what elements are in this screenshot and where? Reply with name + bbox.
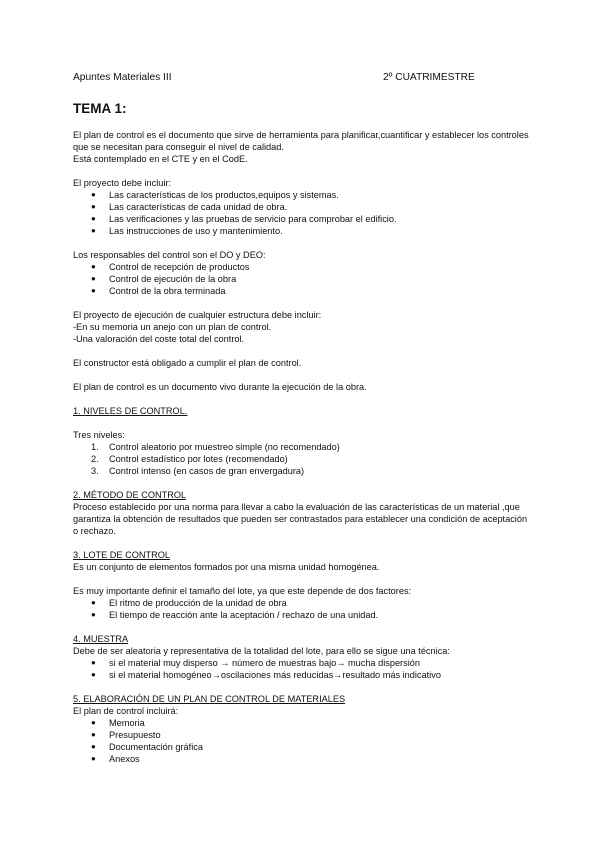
bullet-icon: ● xyxy=(91,742,96,751)
header-left: Apuntes Materiales III xyxy=(73,72,172,83)
elaboracion-heading: El plan de control incluirá: xyxy=(73,706,179,716)
document-page: Apuntes Materiales III 2º CUATRIMESTRE TEMA 1: El plan de control es el documento que sirve de herramienta para planificar,cuantificar y establecer los controles que se necesitan para conseguir el nivel de calidad. Está contemplado en el CTE y en el CodE. El proyecto debe incluir: ● Las características de los productos,equipos y sistemas. ● Las características de cada unidad de obra. ● Las verificaciones y las pruebas de servicio para comprobar el edificio. ● Las instrucciones de uso y mantenimiento. Los responsables del control son el DO y DEO: ● Control de recepción de productos ● Control de ejecución de la obra ● Control de la obra terminada El proyecto de ejecución de cualquier estructura debe incluir: -En su memoria un anejo con un plan de control. -Una valoración del coste total del control. El constructor está obligado a cumplir el plan de control. El plan de control es un documento vivo durante la ejecución de la obra. 1. NIVELES DE CONTROL. Tres niveles: 1. Control aleatorio por muestreo simple (no recomendado) 2. Control estadístico por lotes (recomendado) 3. Control intenso (en casos de gran envergadura) 2. MÉTODO DE CONTROL Proceso establecido por una norma para llevar a cabo la evaluación de las características de un material ,que garantiza la obtención de resultados que pueden ser contrastados para establecer una condición de aceptación o rechazo. 3. LOTE DE CONTROL Es un conjunto de elementos formados por una misma unidad homogénea. Es muy importante definir el tamaño del lote, ya que este depende de dos factores: ● El ritmo de producción de la unidad de obra ● El tiempo de reacción ante la aceptación / rechazo de una unidad. 4. MUESTRA Debe de ser aleatoria y representativa de la totalidad del lote, para ello se sigue una técnica: ● si el material muy disperso → número de muestras bajo→ mucha dispersión ● si el material homogéneo→oscilaciones más reducidas→resultado más indicativo 5. ELABORACIÓN DE UN PLAN DE CONTROL DE MATERIALES El plan de control incluirá: ● Memoria ● Presupuesto ● Documentación gráfica ● Anexos xyxy=(73,72,529,764)
ejecucion-line: -En su memoria un anejo con un plan de control. xyxy=(73,322,272,332)
bullet-icon: ● xyxy=(91,190,96,199)
bullet-icon: ● xyxy=(91,670,96,679)
section-title: 1. NIVELES DE CONTROL. xyxy=(73,406,188,416)
niveles-heading: Tres niveles: xyxy=(73,430,125,440)
muestra-line: Debe de ser aleatoria y representativa de la totalidad del lote, para ello se sigue una técnica: xyxy=(73,646,450,656)
intro-line: El plan de control es el documento que sirve de herramienta para planificar,cuantificar y establecer los controles xyxy=(73,130,529,140)
ejecucion-line: -Una valoración del coste total del control. xyxy=(73,334,245,344)
metodo-line: garantiza la obtención de resultados que pueden ser contrastados para establecer una condición de aceptación xyxy=(73,514,528,524)
bullet-icon: ● xyxy=(91,730,96,739)
bullet-icon: ● xyxy=(91,658,96,667)
ejecucion-line: El proyecto de ejecución de cualquier estructura debe incluir: xyxy=(73,310,322,320)
section-title: 2. MÉTODO DE CONTROL xyxy=(73,490,187,500)
bullet-icon: ● xyxy=(91,274,96,283)
lote-line: Es muy importante definir el tamaño del lote, ya que este depende de dos factores: xyxy=(73,586,412,596)
responsables-heading: Los responsables del control son el DO y DEO: xyxy=(73,250,266,260)
bullet-icon: ● xyxy=(91,214,96,223)
vivo-text: El plan de control es un documento vivo durante la ejecución de la obra. xyxy=(73,382,367,392)
tema-title: TEMA 1: xyxy=(73,101,127,116)
proyecto-heading: El proyecto debe incluir: xyxy=(73,178,172,188)
bullet-icon: ● xyxy=(91,286,96,295)
section-title: 3. LOTE DE CONTROL xyxy=(73,550,170,560)
bullet-icon: ● xyxy=(91,226,96,235)
intro-line: Está contemplado en el CTE y en el CodE. xyxy=(73,154,248,164)
bullet-icon: ● xyxy=(91,262,96,271)
metodo-line: Proceso establecido por una norma para llevar a cabo la evaluación de las características de un material ,que xyxy=(73,502,520,512)
metodo-line: o rechazo. xyxy=(73,526,116,536)
intro-line: que se necesitan para conseguir el nivel de calidad. xyxy=(73,142,284,152)
bullet-icon: ● xyxy=(91,610,96,619)
bullet-icon: ● xyxy=(91,202,96,211)
bullet-icon: ● xyxy=(91,754,96,763)
section-title: 4. MUESTRA xyxy=(73,634,129,644)
lote-line: Es un conjunto de elementos formados por una misma unidad homogénea. xyxy=(73,562,380,572)
bullet-icon: ● xyxy=(91,598,96,607)
section-title: 5. ELABORACIÓN DE UN PLAN DE CONTROL DE MATERIALES xyxy=(73,694,346,704)
header-right: 2º CUATRIMESTRE xyxy=(383,72,475,83)
bullet-icon: ● xyxy=(91,718,96,727)
constructor-text: El constructor está obligado a cumplir el plan de control. xyxy=(73,358,302,368)
